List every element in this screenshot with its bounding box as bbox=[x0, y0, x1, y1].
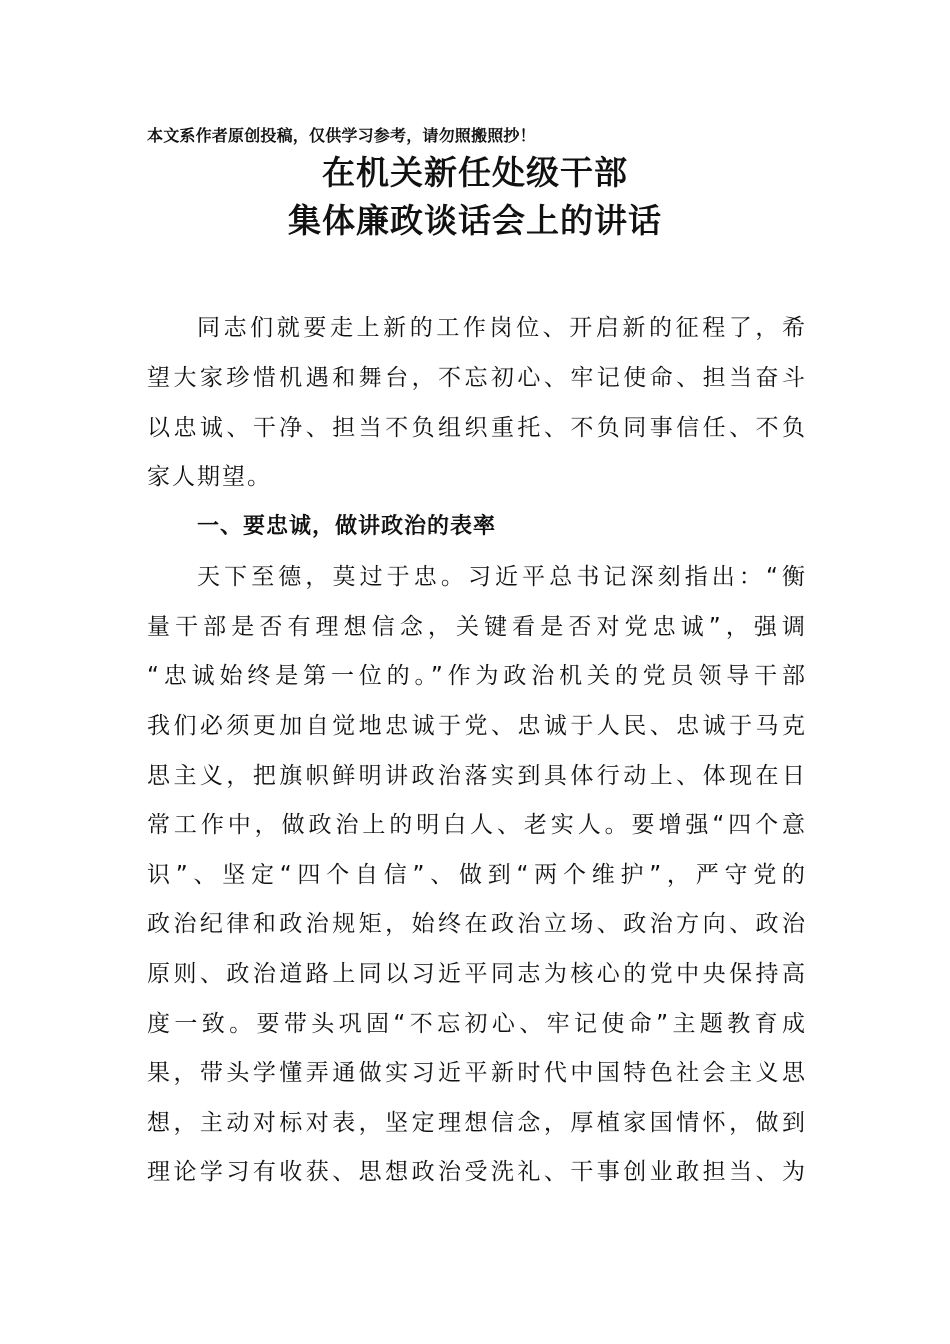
paragraph-line: 度一致。要带头巩固“不忘初心、牢记使命”主题教育成 bbox=[147, 1011, 807, 1037]
paragraph-line: 理论学习有收获、思想政治受洗礼、干事创业敢担当、为 bbox=[147, 1159, 807, 1185]
section-heading: 一、要忠诚，做讲政治的表率 bbox=[197, 514, 497, 539]
paragraph-line: 常工作中，做政治上的明白人、老实人。要增强“四个意 bbox=[147, 812, 807, 838]
paragraph-line: 想，主动对标对表，坚定理想信念，厚植家国情怀，做到 bbox=[147, 1110, 807, 1136]
paragraph-line: 我们必须更加自觉地忠诚于党、忠诚于人民、忠诚于马克 bbox=[147, 713, 807, 739]
paragraph-line: 思主义，把旗帜鲜明讲政治落实到具体行动上、体现在日 bbox=[147, 763, 807, 789]
paragraph-line: 家人期望。 bbox=[147, 464, 272, 490]
paragraph-line: 以忠诚、干净、担当不负组织重托、不负同事信任、不负 bbox=[147, 415, 807, 441]
paragraph-line: 识”、坚定“四个自信”、做到“两个维护”，严守党的 bbox=[147, 862, 807, 888]
copyright-notice: 本文系作者原创投稿，仅供学习参考，请勿照搬照抄！ bbox=[147, 126, 536, 145]
paragraph-line: 量干部是否有理想信念，关键看是否对党忠诚”，强调 bbox=[147, 614, 807, 640]
paragraph-line: 果，带头学懂弄通做实习近平新时代中国特色社会主义思 bbox=[147, 1060, 807, 1086]
paragraph-line: 政治纪律和政治规矩，始终在政治立场、政治方向、政治 bbox=[147, 911, 807, 937]
paragraph-line: 天下至德，莫过于忠。习近平总书记深刻指出：“衡 bbox=[197, 564, 807, 590]
document-title-line-1: 在机关新任处级干部 bbox=[322, 153, 628, 192]
paragraph-line: 望大家珍惜机遇和舞台，不忘初心、牢记使命、担当奋斗 bbox=[147, 365, 807, 391]
paragraph-line: 同志们就要走上新的工作岗位、开启新的征程了，希 bbox=[197, 315, 807, 341]
document-title-line-2: 集体廉政谈话会上的讲话 bbox=[288, 201, 662, 240]
paragraph-line: “忠诚始终是第一位的。”作为政治机关的党员领导干部 bbox=[147, 663, 807, 689]
paragraph-line: 原则、政治道路上同以习近平同志为核心的党中央保持高 bbox=[147, 961, 807, 987]
